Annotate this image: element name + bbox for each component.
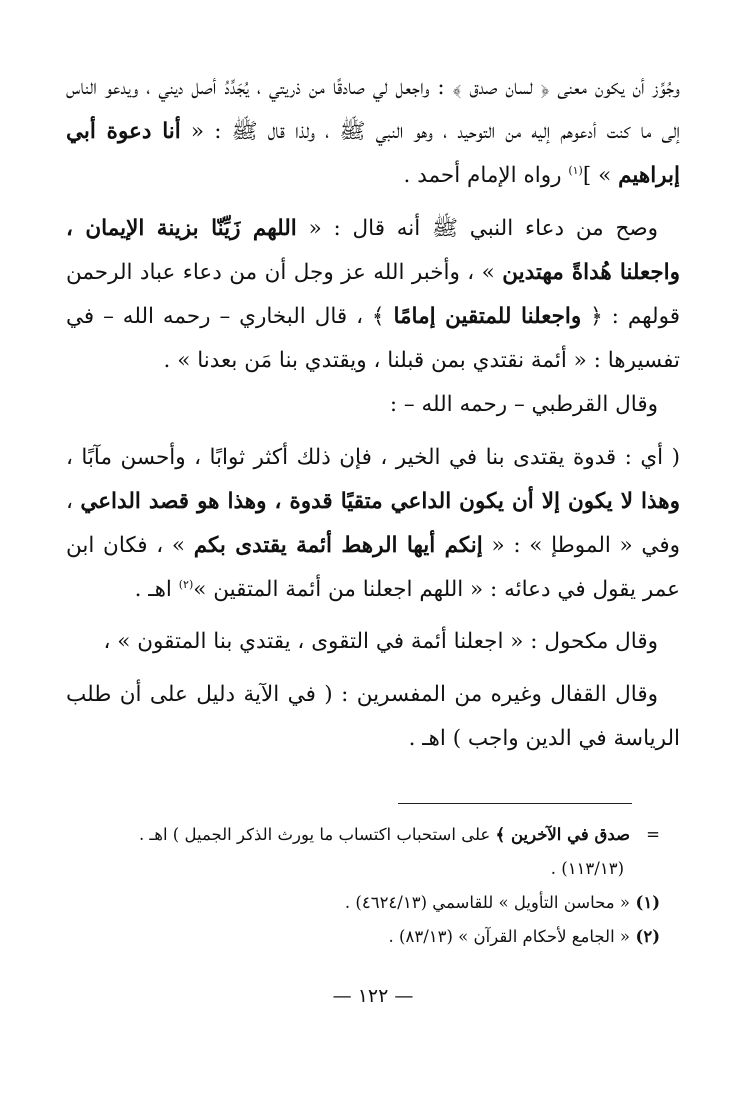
footnote-text: « الجامع لأحكام القرآن » (٨٣/١٣) .	[388, 927, 630, 946]
footnote-text: « محاسن التأويل » للقاسمي (٤٦٢٤/١٣) .	[344, 893, 630, 912]
paragraph-2	[66, 207, 680, 384]
text-run: وصح من دعاء النبي ﷺ أنه قال : «	[296, 215, 658, 241]
text-run: ( أي : قدوة يقتدى بنا في الخير ، فإن ذلك أكثر ثوابًا ، وأحسن مآبًا ،	[66, 444, 680, 470]
page-number: — ١٢٢ —	[332, 985, 414, 1007]
paragraph-3	[66, 383, 680, 427]
footnote-continuation-line	[64, 852, 660, 886]
footnote-bold: صدق في الآخرين ﴾	[495, 825, 630, 844]
emphasis-text: وهذا لا يكون إلا أن يكون الداعي متقيًا قدوة ، وهذا هو قصد الداعي	[80, 488, 680, 514]
footnote-2	[64, 920, 660, 954]
text-run: » ، وأخبر الله عز وجل أن من دعاء عباد الرحمن قولهم : ﴿	[66, 259, 680, 330]
paragraph-5	[66, 620, 680, 664]
footnote-1	[64, 886, 660, 920]
footnote-text: على استحباب اكتساب ما يورث الذكر الجميل ) اهـ .	[138, 825, 496, 844]
text-run: اهـ .	[134, 577, 179, 603]
emphasis-text: إنكم أيها الرهط أئمة يقتدى بكم	[193, 533, 483, 559]
text-run: رواه الإمام أحمد .	[403, 163, 569, 189]
paragraph-4	[66, 436, 680, 613]
footnote-divider	[398, 803, 632, 804]
footnote-text: (١١٣/١٣) .	[550, 859, 624, 878]
text-run: ، وفي « الموطإ » : «	[66, 488, 680, 559]
quran-verse: واجعلنا للمتقين إمامًا	[393, 304, 582, 330]
text-run: وقال مكحول : « اجعلنا أئمة في التقوى ، يقتدي بنا المتقون » ،	[103, 629, 658, 655]
text-run: ﴾ ، قال البخاري – رحمه الله – في تفسيرها : « أئمة نقتدي بمن قبلنا ، ويقتدي بنا مَن بعدنا » .	[66, 304, 680, 374]
main-text	[66, 66, 680, 761]
footnote-continuation	[64, 818, 660, 852]
text-run: وجُوِّز أن يكون معنى ﴿ لسان صدق ﴾ : واجعل لي صادقًا من ذريتي ، يُجَدِّدُ أصل ديني ، ويدعو الناس إلى ما كنت أدعوهم إليه من التوحيد ، وهو النبي ﷺ ، ولذا قال ﷺ : «	[66, 75, 680, 145]
continuation-mark: =	[646, 825, 660, 844]
paragraph-1	[66, 66, 680, 199]
footnote-ref-2: (٢)	[178, 578, 194, 592]
footnote-number: (١)	[635, 893, 660, 912]
text-run: » ]	[582, 163, 619, 189]
paragraph-6	[66, 673, 680, 761]
text-run: » ، فكان ابن عمر يقول في دعائه : « اللهم اجعلنا من أئمة المتقين »	[66, 533, 680, 603]
footnotes	[64, 818, 660, 954]
footnote-number: (٢)	[635, 927, 660, 946]
hadith-quote: أنا دعوة أبي إبراهيم	[66, 119, 680, 189]
text-run: وقال القفال وغيره من المفسرين : ( في الآية دليل على أن طلب الرياسة في الدين واجب ) اهـ .	[66, 681, 680, 751]
dua-quote: اللهم زَيِّنّا بزينة الإيمان ، واجعلنا هُداةً مهتدين	[66, 215, 680, 285]
text-run: وقال القرطبي – رحمه الله – :	[389, 392, 658, 418]
footnote-ref-1: (١)	[568, 164, 583, 178]
